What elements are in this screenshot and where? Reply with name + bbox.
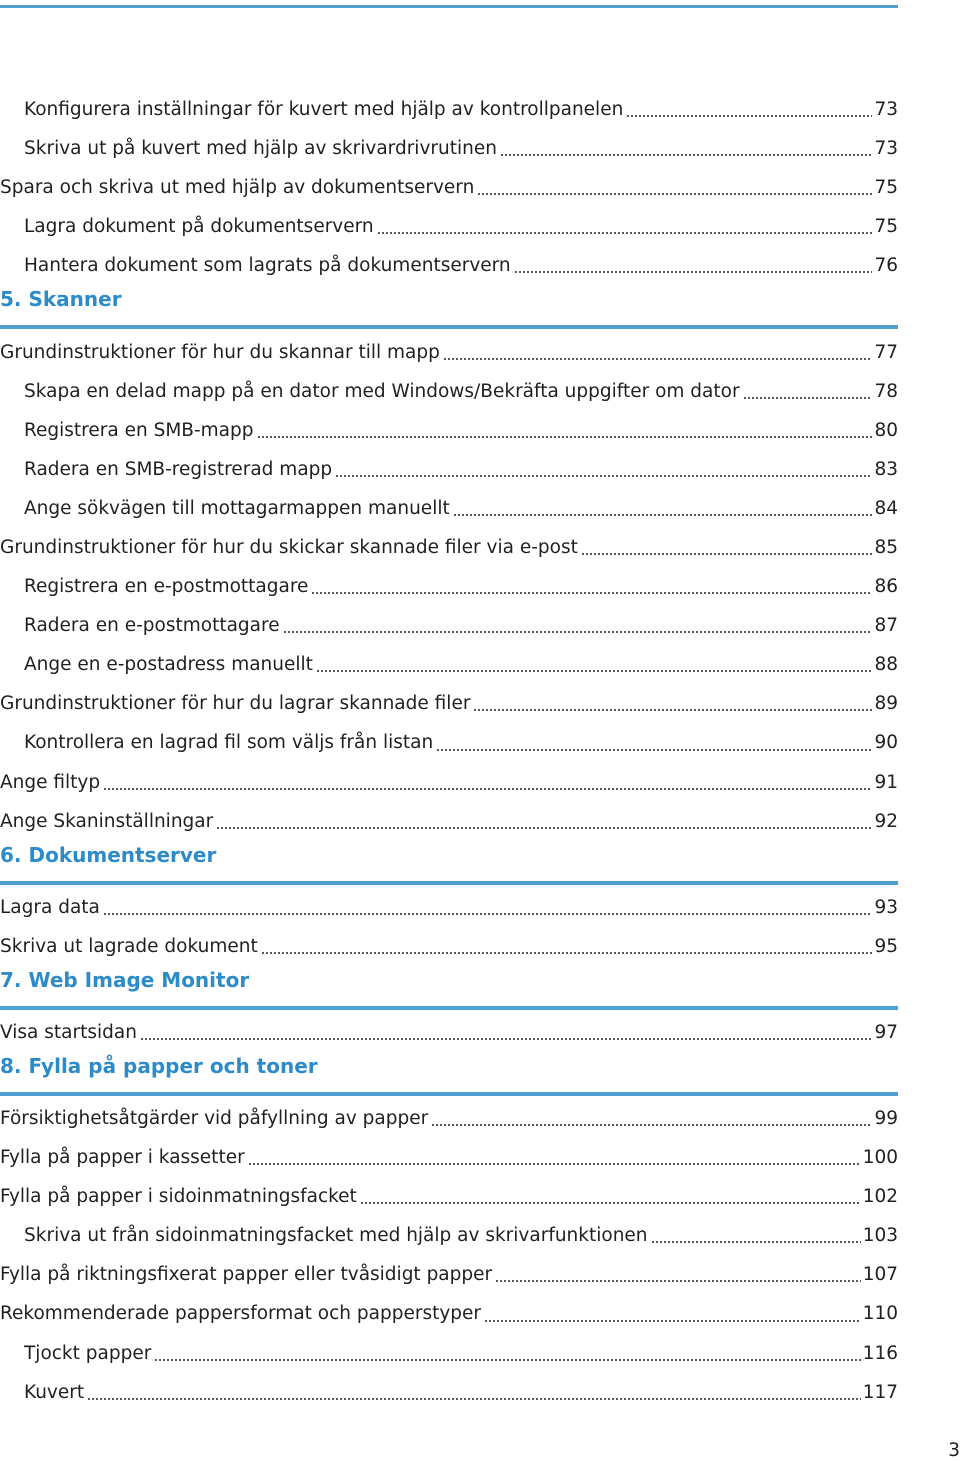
toc-entry-title: Kontrollera en lagrad fil som väljs från listan — [24, 732, 434, 754]
dot-leader — [473, 709, 872, 711]
toc-entry[interactable] — [0, 888, 898, 927]
toc-entry-page: 95 — [874, 935, 898, 957]
toc-entry-title: Grundinstruktioner för hur du lagrar skannade filer — [0, 693, 471, 715]
toc-entry-title: Skriva ut på kuvert med hjälp av skrivardrivrutinen — [24, 138, 497, 160]
toc-entry-title: Hantera dokument som lagrats på dokumentservern — [24, 255, 511, 277]
chapter-heading: 6. Dokumentserver — [0, 841, 898, 885]
dot-leader — [581, 553, 873, 555]
toc-entry-page: 116 — [862, 1342, 898, 1364]
toc-entry[interactable] — [0, 1138, 898, 1177]
dot-leader — [335, 475, 872, 477]
toc-entry[interactable] — [0, 1177, 898, 1216]
dot-leader — [316, 670, 873, 672]
toc-entry-title: Skriva ut lagrade dokument — [0, 935, 258, 957]
dot-leader — [514, 271, 873, 273]
toc-entry-title: Grundinstruktioner för hur du skickar skannade filer via e-post — [0, 536, 578, 558]
toc-entry-title: Visa startsidan — [0, 1021, 137, 1043]
toc-entry[interactable] — [0, 802, 898, 841]
toc-entry[interactable] — [0, 927, 898, 966]
toc-entry-title: Registrera en SMB-mapp — [24, 419, 254, 441]
toc-entry-title: Ange en e-postadress manuellt — [24, 654, 313, 676]
toc-entry-title: Kuvert — [24, 1381, 85, 1403]
toc-entry-page: 97 — [874, 1021, 898, 1043]
toc-entry-title: Skapa en delad mapp på en dator med Windows/Bekräfta uppgifter om dator — [24, 380, 740, 402]
dot-leader — [377, 232, 873, 234]
toc-entry[interactable] — [0, 684, 898, 723]
dot-leader — [477, 193, 872, 195]
toc-entry[interactable] — [0, 207, 898, 246]
table-of-contents — [0, 90, 898, 1412]
dot-leader — [140, 1038, 873, 1040]
chapter-heading: 5. Skanner — [0, 285, 898, 329]
toc-entry[interactable] — [0, 645, 898, 684]
toc-entry[interactable] — [0, 450, 898, 489]
dot-leader — [248, 1163, 861, 1165]
toc-entry-page: 86 — [874, 576, 898, 598]
toc-entry-page: 92 — [874, 810, 898, 832]
toc-entry-page: 88 — [874, 654, 898, 676]
toc-entry-page: 107 — [862, 1264, 898, 1286]
dot-leader — [311, 592, 872, 594]
toc-entry[interactable] — [0, 1099, 898, 1138]
toc-entry-title: Tjockt papper — [24, 1342, 152, 1364]
toc-entry-page: 78 — [874, 380, 898, 402]
toc-entry-title: Skriva ut från sidoinmatningsfacket med hjälp av skrivarfunktionen — [24, 1225, 648, 1247]
chapter-heading: 7. Web Image Monitor — [0, 966, 898, 1010]
toc-entry-title: Fylla på papper i kassetter — [0, 1147, 245, 1169]
toc-entry-page: 76 — [874, 255, 898, 277]
toc-entry-title: Registrera en e-postmottagare — [24, 576, 309, 598]
dot-leader — [484, 1320, 861, 1322]
toc-entry-title: Ange sökvägen till mottagarmappen manuellt — [24, 497, 450, 519]
toc-entry[interactable] — [0, 1334, 898, 1373]
dot-leader — [651, 1241, 861, 1243]
toc-entry-title: Rekommenderade pappersformat och papperstyper — [0, 1303, 482, 1325]
toc-entry-page: 110 — [862, 1303, 898, 1325]
toc-entry-title: Radera en e-postmottagare — [24, 615, 280, 637]
toc-entry-title: Radera en SMB-registrerad mapp — [24, 458, 333, 480]
chapter-heading: 8. Fylla på papper och toner — [0, 1052, 898, 1096]
toc-entry-title: Konfigurera inställningar för kuvert med hjälp av kontrollpanelen — [24, 99, 624, 121]
toc-entry-page: 87 — [874, 615, 898, 637]
toc-entry-page: 73 — [874, 99, 898, 121]
toc-entry[interactable] — [0, 606, 898, 645]
toc-entry-title: Grundinstruktioner för hur du skannar till mapp — [0, 341, 440, 363]
dot-leader — [443, 358, 873, 360]
toc-entry[interactable] — [0, 168, 898, 207]
toc-entry[interactable] — [0, 528, 898, 567]
toc-entry-title: Ange filtyp — [0, 771, 101, 793]
toc-entry[interactable] — [0, 763, 898, 802]
dot-leader — [216, 827, 872, 829]
toc-entry-title: Försiktighetsåtgärder vid påfyllning av papper — [0, 1108, 429, 1130]
toc-entry-page: 117 — [862, 1381, 898, 1403]
toc-entry-title: Lagra data — [0, 896, 100, 918]
toc-entry-page: 85 — [874, 536, 898, 558]
dot-leader — [257, 436, 873, 438]
toc-entry[interactable] — [0, 411, 898, 450]
toc-entry[interactable] — [0, 1013, 898, 1052]
toc-entry-page: 91 — [874, 771, 898, 793]
toc-entry-title: Lagra dokument på dokumentservern — [24, 216, 374, 238]
toc-entry[interactable] — [0, 1373, 898, 1412]
toc-entry[interactable] — [0, 567, 898, 606]
dot-leader — [261, 952, 873, 954]
dot-leader — [154, 1359, 860, 1361]
dot-leader — [453, 514, 873, 516]
toc-entry-page: 90 — [874, 732, 898, 754]
toc-entry[interactable] — [0, 332, 898, 371]
dot-leader — [360, 1202, 861, 1204]
dot-leader — [743, 397, 873, 399]
toc-entry-page: 99 — [874, 1108, 898, 1130]
toc-entry-page: 77 — [874, 341, 898, 363]
toc-entry-title: Ange Skaninställningar — [0, 810, 214, 832]
page-number: 3 — [948, 1440, 960, 1461]
dot-leader — [436, 749, 872, 751]
dot-leader — [431, 1124, 872, 1126]
toc-entry[interactable] — [0, 1255, 898, 1294]
toc-entry-title: Fylla på riktningsfixerat papper eller tvåsidigt papper — [0, 1264, 493, 1286]
toc-entry[interactable] — [0, 372, 898, 411]
toc-entry-page: 102 — [862, 1186, 898, 1208]
dot-leader — [283, 631, 873, 633]
toc-entry[interactable] — [0, 1216, 898, 1255]
dot-leader — [626, 115, 872, 117]
toc-entry-page: 89 — [874, 693, 898, 715]
toc-entry[interactable] — [0, 489, 898, 528]
toc-entry-page: 84 — [874, 497, 898, 519]
toc-entry-page: 93 — [874, 896, 898, 918]
dot-leader — [103, 788, 872, 790]
toc-entry[interactable] — [0, 129, 898, 168]
toc-entry-page: 83 — [874, 458, 898, 480]
toc-entry-page: 75 — [874, 177, 898, 199]
toc-entry-page: 103 — [862, 1225, 898, 1247]
toc-entry[interactable] — [0, 723, 898, 762]
toc-entry[interactable] — [0, 1294, 898, 1333]
toc-entry-page: 73 — [874, 138, 898, 160]
toc-entry[interactable] — [0, 90, 898, 129]
toc-entry-page: 75 — [874, 216, 898, 238]
dot-leader — [495, 1280, 861, 1282]
dot-leader — [500, 154, 873, 156]
toc-entry-title: Spara och skriva ut med hjälp av dokumentservern — [0, 177, 475, 199]
toc-entry-page: 80 — [874, 419, 898, 441]
dot-leader — [103, 913, 873, 915]
dot-leader — [87, 1398, 861, 1400]
toc-entry[interactable] — [0, 246, 898, 285]
top-rule — [0, 5, 898, 8]
toc-entry-page: 100 — [862, 1147, 898, 1169]
toc-entry-title: Fylla på papper i sidoinmatningsfacket — [0, 1186, 357, 1208]
